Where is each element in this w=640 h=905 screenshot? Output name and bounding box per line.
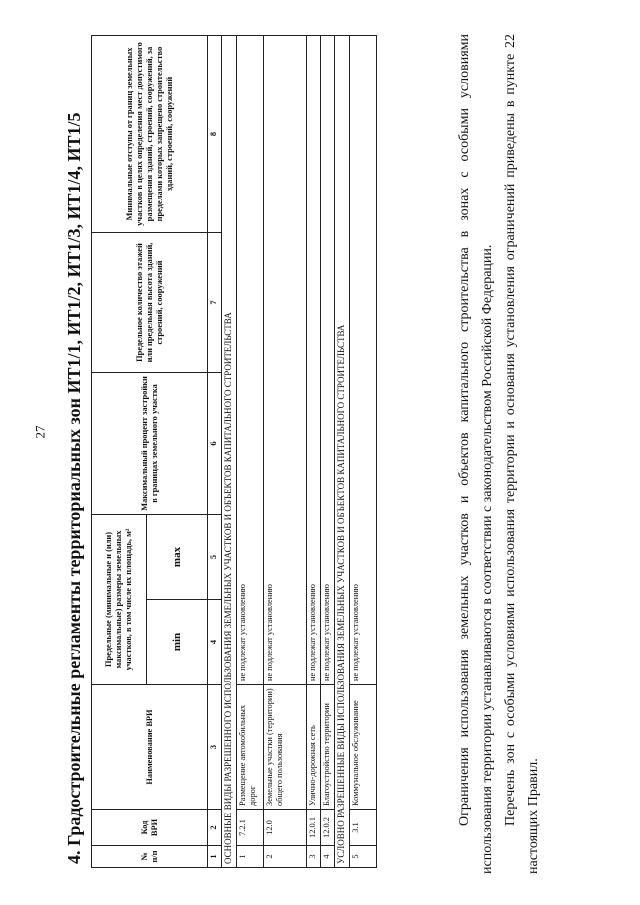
- rotated-page-content: [63, 34, 598, 874]
- section-row-conditional: [335, 36, 350, 868]
- row-code: 3.1: [350, 810, 377, 846]
- col-number: 2: [208, 810, 222, 846]
- header-sizes: Предельные (минимальные и (или) максимальные) размеры земельных участков, в том числе их площадь, м²: [92, 515, 147, 685]
- row-value: не подлежат установлению: [307, 36, 321, 685]
- header-name: Наименование ВРИ: [92, 685, 208, 810]
- header-max: max: [147, 515, 208, 600]
- body-text: [453, 34, 545, 874]
- row-value: не подлежат установлению: [264, 36, 307, 685]
- row-name: Благоустройство территории: [321, 685, 335, 810]
- header-code: Код ВРИ: [92, 810, 208, 846]
- table-row: [237, 36, 264, 868]
- header-num: № п/п: [92, 846, 208, 868]
- col-number: 1: [208, 846, 222, 868]
- paragraph: Ограничения использования земельных участков и объектов капитального строительства в зонах с особыми условиями использования территории устанавливаются в соответствии с законодательством Российской Федерации.: [457, 34, 495, 874]
- row-name: Земельные участки (территории) общего пользования: [264, 685, 307, 810]
- row-code: 7.2.1: [237, 810, 264, 846]
- row-num: 1: [237, 846, 264, 868]
- col-number: 6: [208, 373, 222, 515]
- header-percent: Максимальный процент застройки в границах земельного участка: [92, 373, 208, 515]
- col-number: 4: [208, 600, 222, 685]
- table-row: [264, 36, 307, 868]
- header-min: min: [147, 600, 208, 685]
- row-code: 12.0.2: [321, 810, 335, 846]
- table-row: [350, 36, 377, 868]
- section-row-main: [222, 36, 237, 868]
- header-setback: Минимальные отступы от границ земельных участков в целях определения мест допустимого размещения зданий, строений, сооружений, за пределами которых запрещено строительство зданий, строений, сооружений: [92, 36, 208, 233]
- row-value: не подлежат установлению: [321, 36, 335, 685]
- row-num: 4: [321, 846, 335, 868]
- table-header-row: [92, 36, 147, 868]
- section-title: ОСНОВНЫЕ ВИДЫ РАЗРЕШЕННОГО ИСПОЛЬЗОВАНИЯ ЗЕМЕЛЬНЫХ УЧАСТКОВ И ОБЪЕКТОВ КАПИТАЛЬНОГО СТРОИТЕЛЬСТВА: [222, 36, 237, 868]
- paragraph: Перечень зон с особыми условиями использования территории и основания установления ограничений приведены в пункте 22 настоящих Правил.: [503, 34, 541, 874]
- row-num: 5: [350, 846, 377, 868]
- row-code: 12.0.1: [307, 810, 321, 846]
- row-num: 2: [264, 846, 307, 868]
- table-row: [307, 36, 321, 868]
- row-name: Коммунальное обслуживание: [350, 685, 377, 810]
- row-code: 12.0: [264, 810, 307, 846]
- regulations-table: [91, 35, 377, 868]
- col-number: 3: [208, 685, 222, 810]
- col-number: 8: [208, 36, 222, 233]
- row-value: не подлежат установлению: [237, 36, 264, 685]
- row-num: 3: [307, 846, 321, 868]
- column-number-row: [208, 36, 222, 868]
- page-number: 27: [32, 425, 48, 439]
- row-name: Размещение автомобильных дорог: [237, 685, 264, 810]
- row-name: Улично-дорожная сеть: [307, 685, 321, 810]
- section-title: УСЛОВНО РАЗРЕШЕННЫЕ ВИДЫ ИСПОЛЬЗОВАНИЯ ЗЕМЕЛЬНЫХ УЧАСТКОВ И ОБЪЕКТОВ КАПИТАЛЬНОГО СТРОИТЕЛЬСТВА: [335, 36, 350, 868]
- table-row: [321, 36, 335, 868]
- section-heading: 4. Градостроительные регламенты территориальных зон ИТ1/1, ИТ1/2, ИТ1/3, ИТ1/4, ИТ1/5: [64, 112, 84, 864]
- row-value: не подлежат установлению: [350, 36, 377, 685]
- col-number: 7: [208, 233, 222, 373]
- header-floors: Предельное количество этажей или предельная высота зданий, строений, сооружений: [92, 233, 208, 373]
- col-number: 5: [208, 515, 222, 600]
